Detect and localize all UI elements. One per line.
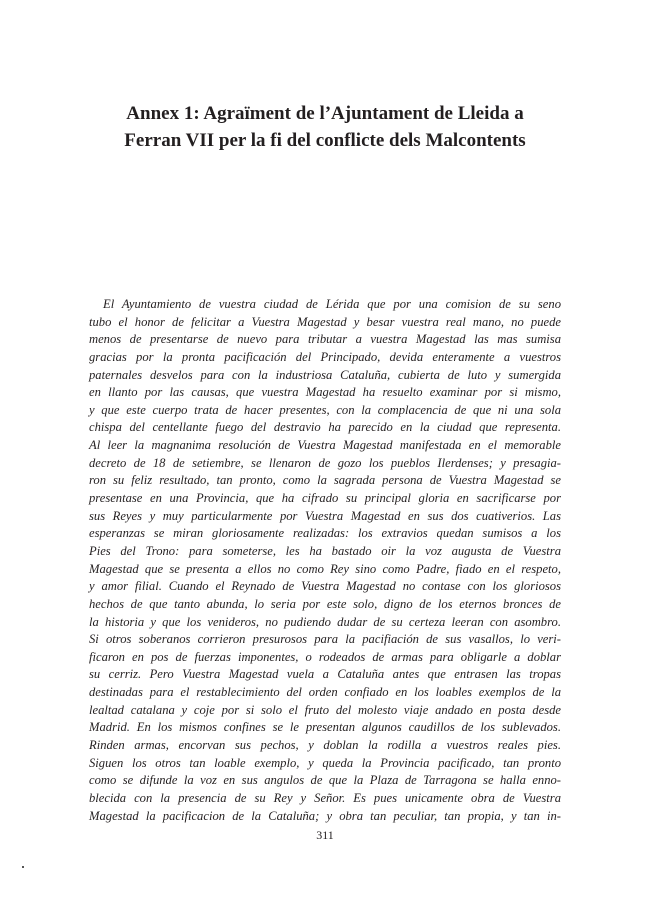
text-line: El Ayuntamiento de vuestra ciudad de Lérida que por una comision de su seno xyxy=(103,297,561,311)
text-line: gracias por la pronta pacificación del Principado, devida enteramente a vuestros xyxy=(89,349,561,364)
page-title xyxy=(60,100,590,154)
text-line: ficaron en pos de fuerzas imponentes, o rodeados de armas para obligarle a doblar xyxy=(89,649,561,664)
text-line: como se difunde la voz en sus angulos de que la Plaza de Tarragona se halla enno- xyxy=(89,773,561,788)
text-line: Madrid. En los mismos confines se le presentan algunos caudillos de los sublevados. xyxy=(89,720,561,735)
text-line: chispa del centellante fuego del destravio ha parecido en la ciudad que representa. xyxy=(89,420,561,435)
text-line: decreto de 18 de setiembre, se llenaron de gozo los pueblos Ilerdenses; y presagia- xyxy=(89,455,561,470)
text-line: y que este cuerpo trata de hacer presentes, con la complacencia de que ni una sola xyxy=(89,402,561,417)
text-line: menos de presentarse de nuevo para tributar a vuestra Magestad las mas sumisa xyxy=(89,332,561,347)
text-line: Al leer la magnanima resolución de Vuestra Magestad manifestada en el memorable xyxy=(89,438,561,453)
text-line: Pies del Trono: para someterse, les ha bastado oir la voz augusta de Vuestra xyxy=(89,543,561,558)
text-line: Rinden armas, encorvan sus pechos, y doblan la rodilla a vuestros reales pies. xyxy=(89,738,561,753)
text-line: ron su feliz resultado, tan pronto, como la sagrada persona de Vuestra Magestad se xyxy=(89,473,561,488)
text-line: Magestad la pacificacion de la Cataluña; y obra tan peculiar, tan propia, y tan in- xyxy=(89,808,561,823)
title-line-1: Annex 1: Agraïment de l’Ajuntament de Lleida a xyxy=(126,103,524,124)
title-line-2: Ferran VII per la fi del conflicte dels Malcontents xyxy=(124,130,526,151)
text-line: hechos de que tanto abunda, lo seria por este solo, digno de los eternos bronces de xyxy=(89,596,561,611)
text-line: tubo el honor de felicitar a Vuestra Magestad y besar vuestra real mano, no puede xyxy=(89,314,561,329)
text-line: la historia y que los venideros, no pudiendo dudar de su certeza leeran con asombro. xyxy=(89,614,561,629)
text-line: Si otros soberanos corrieron presurosos para la pacifiación de sus vasallos, lo veri- xyxy=(89,632,561,647)
text-line: esperanzas se miran gloriosamente realizadas: los extravios quedan sumisos a los xyxy=(89,526,561,541)
page-number: 311 xyxy=(316,828,334,842)
text-line: y amor filial. Cuando el Reynado de Vuestra Magestad no contase con los gloriosos xyxy=(89,579,561,594)
text-line: paternales desvelos para con la industriosa Cataluña, cubierta de luto y sumergida xyxy=(89,367,561,382)
text-line: sus Reyes y muy particularmente por Vuestra Magestad en sus dos cuativerios. Las xyxy=(89,508,561,523)
text-line: en llanto por las causas, que vuestra Magestad ha resuelto examinar por si mismo, xyxy=(89,385,561,400)
text-line: blecida con la presencia de su Rey y Señor. Es pues unicamente obra de Vuestra xyxy=(89,790,561,805)
text-line: lealtad catalana y coje por si solo el fruto del molesto viaje andado en posta desde xyxy=(89,702,561,717)
body-paragraph xyxy=(89,296,561,825)
text-line: Siguen los otros tan loable exemplo, y queda la Provincia pacificado, tan pronto xyxy=(89,755,561,770)
text-line: Magestad que se presenta a ellos no como Rey sino como Padre, fiado en el respeto, xyxy=(89,561,561,576)
text-line: presentase en una Provincia, que ha cifrado su principal gloria en sacrificarse por xyxy=(89,491,561,506)
text-line: destinadas para el restablecimiento del orden confiado en los loables exemplos de la xyxy=(89,685,561,700)
text-line: su cerriz. Pero Vuestra Magestad vuela a Cataluña antes que entrasen las tropas xyxy=(89,667,561,682)
margin-dot xyxy=(22,866,24,868)
